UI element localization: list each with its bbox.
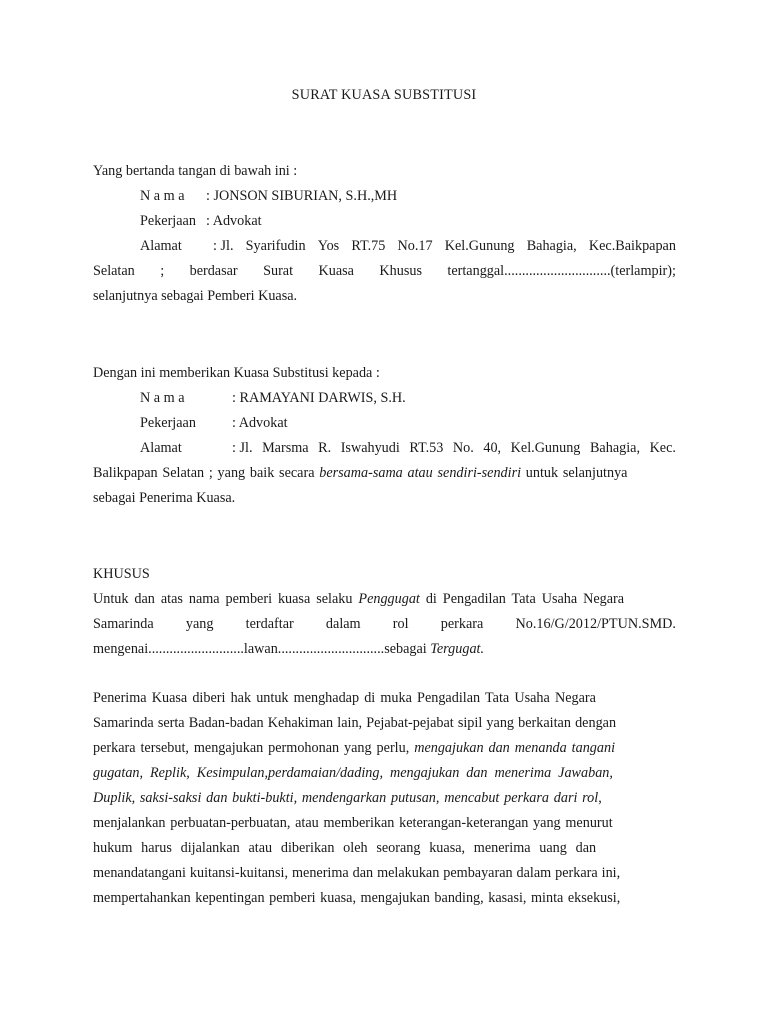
word: : Jl. bbox=[232, 440, 253, 456]
word: Kel.Gunung bbox=[444, 238, 515, 254]
word: perkara bbox=[440, 616, 484, 632]
word: 40, bbox=[483, 440, 502, 456]
grantee-job-row bbox=[93, 411, 676, 436]
text-run: mengenai...........................lawan..............................sebagai bbox=[93, 641, 431, 657]
word: Bahagia, bbox=[589, 440, 640, 456]
special-line2 bbox=[93, 612, 676, 637]
word: Kec.Baikpapan bbox=[588, 238, 676, 254]
grantor-section bbox=[93, 159, 676, 309]
grantor-address-line1 bbox=[206, 234, 676, 259]
word: Iswahyudi bbox=[340, 440, 400, 456]
grantor-address-line3: selanjutnya sebagai Pemberi Kuasa. bbox=[93, 288, 298, 304]
powers-line6: menjalankan perbuatan-perbuatan, atau memberikan keterangan-keterangan yang menurut bbox=[93, 815, 613, 831]
italic-text-run: mengajukan dan menanda tangani bbox=[414, 740, 616, 756]
word: No.16/G/2012/PTUN.SMD. bbox=[515, 616, 676, 632]
word: RT.53 bbox=[409, 440, 444, 456]
word: Kel.Gunung bbox=[510, 440, 581, 456]
word: Bahagia, bbox=[526, 238, 577, 254]
text-run: Untuk dan atas nama pemberi kuasa selaku bbox=[93, 591, 359, 607]
grantee-job-value: : Advokat bbox=[232, 415, 288, 431]
grantor-name-row bbox=[93, 184, 676, 209]
word: dalam bbox=[325, 616, 361, 632]
special-section bbox=[93, 562, 676, 662]
grantee-address-row bbox=[93, 436, 676, 461]
italic-text-run: gugatan, Replik, Kesimpulan,perdamaian/dading, mengajukan dan menerima Jawaban, bbox=[93, 765, 613, 781]
word: Samarinda bbox=[93, 616, 154, 632]
grantee-job-label: Pekerjaan bbox=[140, 415, 196, 431]
grantor-job-label: Pekerjaan bbox=[140, 213, 196, 229]
word: No.17 bbox=[397, 238, 433, 254]
grantor-address-line2 bbox=[93, 259, 676, 284]
word: : Jl. bbox=[213, 238, 234, 254]
grantor-name-label: N a m a bbox=[140, 188, 185, 204]
italic-text-run: Duplik, saksi-saksi dan bukti-bukti, mendengarkan putusan, mencabut perkara dari rol bbox=[93, 790, 599, 806]
word: rol bbox=[392, 616, 409, 632]
word: ; bbox=[160, 263, 165, 279]
text-run: untuk selanjutnya bbox=[521, 465, 628, 481]
word: tertanggal..............................(terlampir); bbox=[447, 263, 676, 279]
document-title: SURAT KUASA SUBSTITUSI bbox=[291, 87, 477, 103]
powers-line4 bbox=[93, 761, 676, 786]
grantor-address-row bbox=[93, 234, 676, 259]
special-heading: KHUSUS bbox=[93, 566, 150, 582]
powers-section bbox=[93, 686, 676, 911]
word: Yos bbox=[317, 238, 340, 254]
grantee-name-row bbox=[93, 386, 676, 411]
powers-line5 bbox=[93, 786, 676, 811]
word: R. bbox=[318, 440, 332, 456]
special-line3 bbox=[93, 637, 676, 662]
word: yang bbox=[185, 616, 214, 632]
italic-text-run: Penggugat bbox=[358, 591, 420, 607]
word: Kuasa bbox=[318, 263, 354, 279]
grantor-name-value: : JONSON SIBURIAN, S.H.,MH bbox=[206, 188, 398, 204]
powers-line3 bbox=[93, 736, 676, 761]
italic-text-run: bersama-sama atau sendiri-sendiri bbox=[319, 465, 522, 481]
grantee-address-line3: sebagai Penerima Kuasa. bbox=[93, 490, 236, 506]
word: Khusus bbox=[379, 263, 422, 279]
word: No. bbox=[452, 440, 474, 456]
grantee-address-label: Alamat bbox=[140, 440, 182, 456]
grantee-section bbox=[93, 361, 676, 511]
grantee-address-line1 bbox=[232, 436, 676, 461]
powers-line7: hukum harus dijalankan atau diberikan oleh seorang kuasa, menerima uang dan bbox=[93, 840, 597, 856]
grantor-job-row bbox=[93, 209, 676, 234]
grantor-address-label: Alamat bbox=[140, 238, 182, 254]
grantor-intro: Yang bertanda tangan di bawah ini : bbox=[93, 163, 298, 179]
word: terdaftar bbox=[245, 616, 294, 632]
text-run: perkara tersebut, mengajukan permohonan yang perlu, bbox=[93, 740, 415, 756]
grantee-address-line2 bbox=[93, 461, 676, 486]
word: Marsma bbox=[262, 440, 309, 456]
powers-line9: mempertahankan kepentingan pemberi kuasa, mengajukan banding, kasasi, minta eksekusi, bbox=[93, 890, 621, 906]
text-run: Balikpapan Selatan ; yang baik secara bbox=[93, 465, 320, 481]
grantor-job-value: : Advokat bbox=[206, 213, 262, 229]
grantee-name-value: : RAMAYANI DARWIS, S.H. bbox=[232, 390, 406, 406]
grantee-name-label: N a m a bbox=[140, 390, 185, 406]
text-run: , bbox=[598, 790, 602, 806]
word: Kec. bbox=[649, 440, 676, 456]
word: Selatan bbox=[93, 263, 135, 279]
word: RT.75 bbox=[351, 238, 386, 254]
powers-line1: Penerima Kuasa diberi hak untuk menghadap di muka Pengadilan Tata Usaha Negara bbox=[93, 690, 596, 706]
powers-line2: Samarinda serta Badan-badan Kehakiman lain, Pejabat-pejabat sipil yang berkaitan dengan bbox=[93, 715, 617, 731]
italic-text-run: Tergugat. bbox=[430, 641, 485, 657]
text-run: di Pengadilan Tata Usaha Negara bbox=[419, 591, 625, 607]
word: Syarifudin bbox=[245, 238, 306, 254]
grantee-intro: Dengan ini memberikan Kuasa Substitusi kepada : bbox=[93, 365, 380, 381]
word: berdasar bbox=[189, 263, 238, 279]
word: Surat bbox=[263, 263, 294, 279]
powers-line8: menandatangani kuitansi-kuitansi, menerima dan melakukan pembayaran dalam perkara ini, bbox=[93, 865, 621, 881]
special-line1 bbox=[93, 587, 676, 612]
